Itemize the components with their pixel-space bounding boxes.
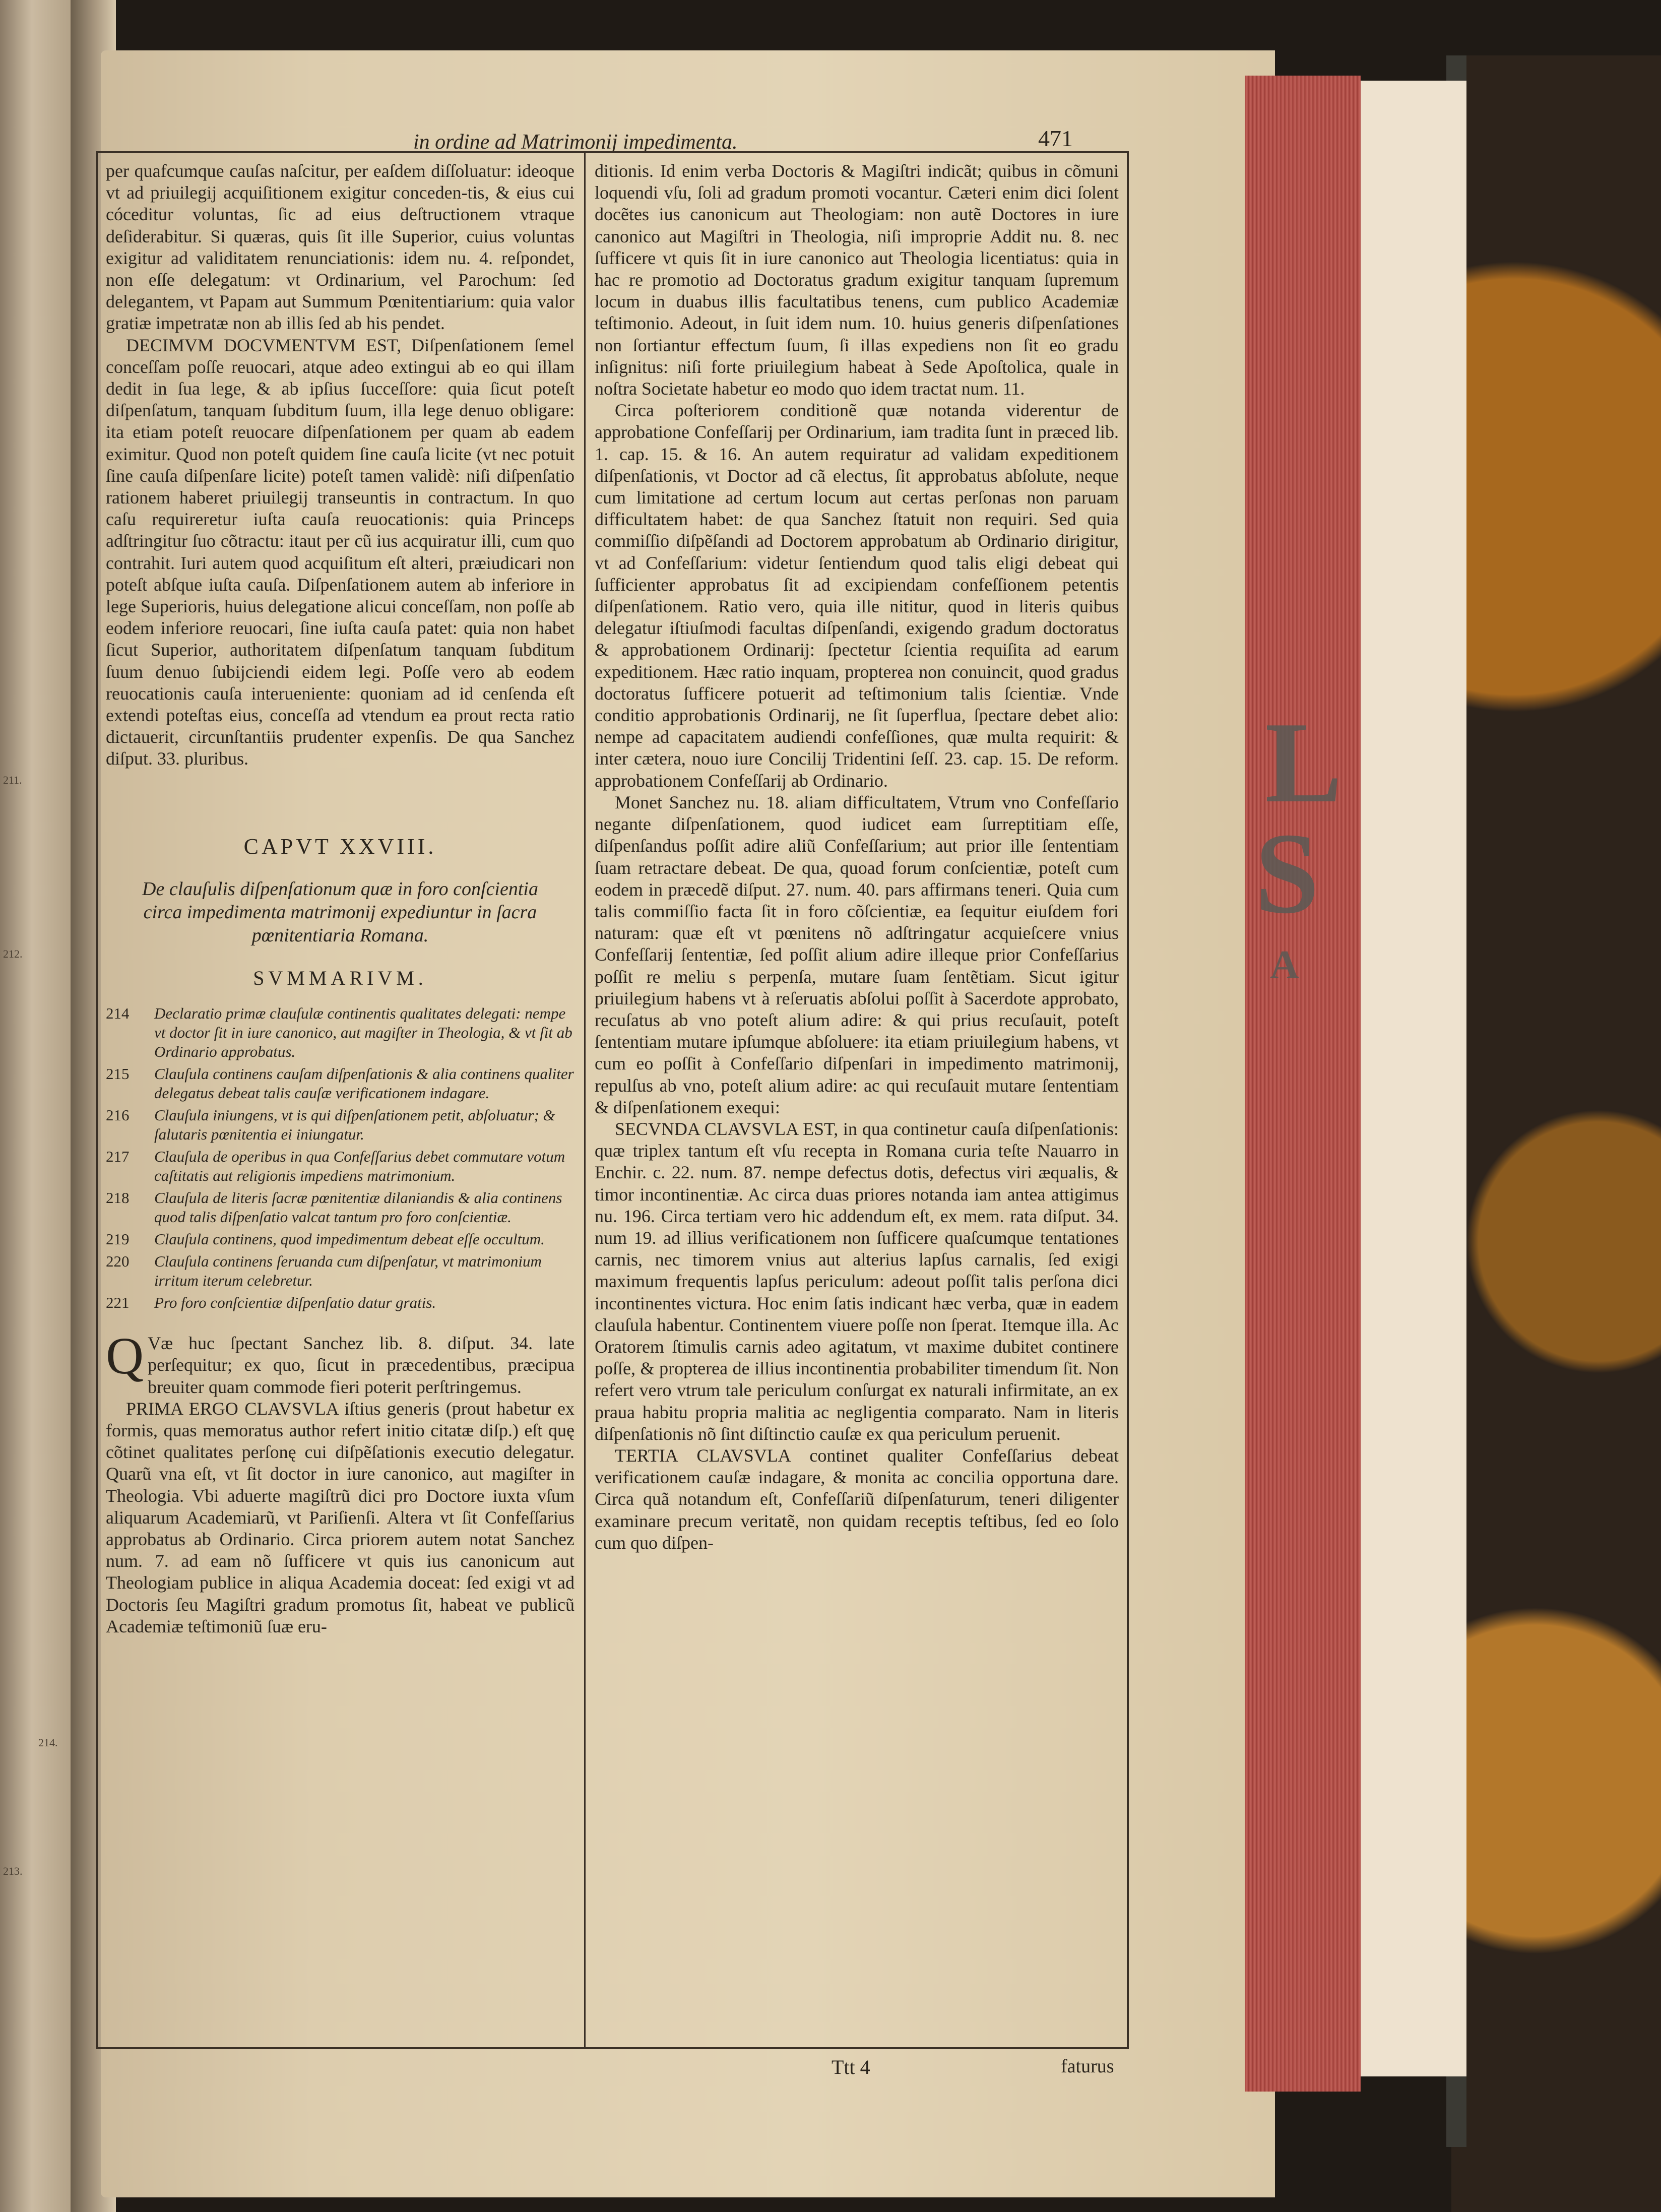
summary-number: 220: [106, 1252, 130, 1271]
running-head: in ordine ad Matrimonij impedimenta.: [413, 131, 738, 154]
summary-text: Declaratio primæ clauſulæ continentis qualitates delegati: nempe vt doctor ſit in iure canonico, aut magiſter in Theologia, & vt ſit ab Ordinario approbatus.: [154, 1004, 572, 1061]
summary-number: 215: [106, 1065, 130, 1083]
summarium-heading: SVMMARIVM.: [253, 966, 427, 989]
summary-text: Clauſula de operibus in qua Confeſſarius debet commutare votum caſtitatis aut religionis impediens matrimonium.: [154, 1148, 565, 1185]
margin-number: 212.: [3, 947, 23, 960]
margin-number: 213.: [3, 1865, 23, 1877]
summary-number: 219: [106, 1230, 130, 1248]
bleed-through-letter: L: [1265, 698, 1343, 827]
left-column: [106, 160, 574, 1637]
summary-text: Clauſula continens ſeruanda cum diſpenſatur, vt matrimonium irritum iterum celebretur.: [154, 1252, 542, 1290]
folio-number: 471: [1038, 125, 1073, 151]
facing-page-edge: [0, 0, 71, 2212]
paragraph: DECIMVM DOCVMENTVM EST, Diſpenſationem ſemel conceſſam poſſe reuocari, atque adeo extingui ab eo qui illam dedit in ſua lege, & ab ipſius ſucceſſore: quia ſicut poteſt diſpenſatum, tanquam ſubditum ſuum, illa lege denuo obligare: ita etiam poteſt reuocare diſpenſationem per quam ab eadem eximitur. Quod non poteſt quidem ſine cauſa licite (vt nec potuit ſine cauſa diſpenſare licite) poteſt tamen validè: niſi diſpenſatio rationem haberet priuilegij transeuntis in contractum. In quo caſu requireretur iuſta cauſa reuocationis: quia Princeps adſtringitur ſuo cõtractu: itaut per cũ ius acquiratur illi, cum quo contrahit. Iuri autem quod acquiſitum eſt alteri, præiudicari non poteſt abſque iuſta cauſa. Diſpenſationem autem ab inferiore in lege Superioris, huius delegatione alicui conceſſam, non poſſe ab eodem inferiore reuocari, ſine iuſta cauſa patet: quia non habet ſicut Superior, authoritatem diſpenſatum tanquam ſubditum ſuum denuo ſubijciendi eidem legi. Poſſe vero ab eodem reuocationis cauſa interueniente: quoniam ad id cenſenda eſt extendi poteſtas eius, conceſſa ad vtendum ea prout recta ratio dictauerit, circunſtantiis prudenter expenſis. De qua Sanchez diſput. 33. pluribus.: [106, 335, 574, 769]
drop-cap: Q: [106, 1327, 144, 1385]
paragraph: SECVNDA CLAVSVLA EST, in qua continetur cauſa diſpenſationis: quæ triplex tantum eſt vſu recepta in Romana curia teſte Nauarro in Enchir. c. 22. num. 87. nempe defectus dotis, defectus viri æqualis, & timor incontinentiæ. Ac circa duas priores notanda iam antea attigimus nu. 196. Circa tertiam vero hic addendum eſt, ex mem. rata diſput. 34. num 19. ad illius verificationem non ſufficere quaſcumque tentationes carnis, nec timorem vnius aut alterius lapſus carnalis, ſed exigi maximum frequentis lapſus periculum: adeout poſſit talis perſona dici incontinentes victura. Hoc enim ſatis indicant hæc verba, quæ in eadem clauſula habentur. Continentem viuere poſſe non ſperat. Itemque illa. Ac Oratorem ſtimulis carnis adeo agitatum, vt maxime dubitet continere poſſe, & propterea de illius incontinentia probabiliter timendum ſit. Non refert vero vtrum tale periculum conſurgat ex naturali infirmitate, an ex praua habitu propria malitia ac negligentia comparato. Nam in literis diſpenſationis nõ ſint diſtinctio cauſæ ex qua periculum peruenit.: [595, 1118, 1119, 1444]
summary-number: 218: [106, 1189, 130, 1207]
summarium-list: [106, 1004, 574, 1312]
frame-rule-bottom: [96, 2047, 1129, 2049]
chapter-title: CAPVT XXVIII.: [243, 834, 437, 859]
summary-item: [106, 1106, 574, 1144]
opening-paragraph: [106, 1327, 574, 1398]
summary-item: [106, 1230, 574, 1249]
summary-number: 217: [106, 1148, 130, 1166]
summary-item: [106, 1147, 574, 1185]
margin-number: 214.: [38, 1736, 58, 1749]
frame-rule-right: [1127, 151, 1129, 2047]
endpaper: [1356, 81, 1466, 2076]
page-edges: [1245, 76, 1361, 2092]
opening-text: Væ huc ſpectant Sanchez lib. 8. diſput. 34. late perſequitur; ex quo, ſicut in præcedentibus, præcipua breuiter quam commode fieri poterit perſtringemus.: [148, 1333, 574, 1397]
signature-mark: Ttt 4: [832, 2056, 870, 2078]
catchword: faturus: [1061, 2056, 1114, 2077]
right-column: [595, 160, 1119, 1554]
summary-item: [106, 1188, 574, 1227]
column-divider: [584, 151, 586, 2047]
paragraph: ditionis. Id enim verba Doctoris & Magiſtri indicãt; quibus in cõmuni loquendi vſu, ſoli ad gradum promoti vocantur. Cæteri enim dici ſolent docẽtes ius canonicum aut Theologiam: non autẽ Doctores in iure canonico aut Magiſtri in Theologia, niſi improprie Addit nu. 8. nec ſufficere vt quis ſit in iure canonico aut Theologia licentiatus: quia in hac re promotio ad Doctoratus gradum exigitur tanquam ſupremum locum in duabus illis facultatibus tenens, cum publico Academiæ teſtimonio. Adeout, in ſuit idem num. 10. huius generis diſpenſationes non ſortiantur effectum ſuum, ſi illas expediens non ſit eo gradu inſignitus: niſi forte priuilegium habeat à Sede Apoſtolica, quale in noſtra Societate habetur eo modo quo idem tractat num. 11.: [595, 161, 1119, 399]
summary-text: Clauſula iniungens, vt is qui diſpenſationem petit, abſoluatur; & ſalutaris pœnitentia ei iniungatur.: [154, 1106, 555, 1144]
bleed-through-letter: S: [1255, 809, 1319, 937]
paragraph: Circa poſteriorem conditionẽ quæ notanda viderentur de approbatione Confeſſarij per Ordinarium, iam tradita ſunt in præced lib. 1. cap. 15. & 16. An autem requiratur ad validam expeditionem diſpenſationis, vt Doctor ad cã electus, ſit approbatus abſolute, neque cum limitatione ad certum locum aut certas perſonas non paruam difficultatem habet: de qua Sanchez ſtatuit non requiri. Sed quia commiſſio diſpẽſandi ad Doctorem approbatum ab Ordinario dirigitur, vt ad Confeſſarium: videtur ſentiendum quod talis eligi debeat qui ſufficienter approbatus ſit ad excipiendam confeſſionem petentis diſpenſationem. Ratio vero, quia ille nititur, quod in literis quibus delegatur iſtiuſmodi facultas diſpenſandi, exigendo gradum doctoratus & approbationem Ordinarij: ſpectetur ſcientia requiſita ad earum expeditionem. Hæc ratio inquam, propterea non conuincit, quod gradus doctoratus ſufficere potuerit ad teſtimonium talis ſcientiæ. Vnde conditio approbationis Ordinarij, ne ſit ſuperflua, ſpectare debet alio: nempe ad capacitatem audiendi confeſſiones, quæ multa requirit: & inter cætera, nouo iure Concilij Tridentini ſeſſ. 23. cap. 15. De reform. approbationem Confeſſarij ab Ordinario.: [595, 400, 1119, 791]
chapter-subtitle: De clauſulis diſpenſationum quæ in foro conſcientia circa impedimenta matrimonij expediuntur in ſacra pœnitentiaria Romana.: [142, 878, 538, 946]
bleed-through-letter: A: [1270, 943, 1299, 987]
summary-item: [106, 1252, 574, 1290]
summary-text: Pro foro conſcientiæ diſpenſatio datur gratis.: [154, 1294, 436, 1312]
paragraph: Monet Sanchez nu. 18. aliam difficultatem, Vtrum vno Confeſſario negante diſpenſationem, quod iudicet eam ſurreptitiam eſſe, diſpenſandus poſſit adire aliũ Confeſſarium; aut prior ille ſententiam ſuam retractare debeat. De qua, quoad forum conſcientiæ, poteſt cum eodem in præcedẽ diſput. 27. num. 40. pars affirmans teneri. Quia cum talis commiſſio facta ſit in foro cõſcientiæ, ea ſequitur eiuſdem fori naturam: quæ eſt vt pœnitens nõ adſtringatur acquieſcere vnius Confeſſarij ſententiæ, ſed poſſit alium adire illeque prior Confeſſarius poſſit re meliu s perpenſa, mutare ſuam ſentẽtiam. Sicut igitur priuilegium habens vt à reſeruatis abſolui poſſit à Sacerdote approbato, recuſatus ab vno poteſt alium adire: & qui prius recuſauit, poteſt ſententiam mutare ipſumque abſoluere: ita etiam priuilegium habens, vt cum eo poſſit à Confeſſario diſpenſari in impedimento matrimonij, repulſus ab vno, poteſt alium adire: ac qui recuſauit mutare ſententiam & diſpenſationem exequi:: [595, 792, 1119, 1117]
summary-text: Clauſula continens cauſam diſpenſationis & alia continens qualiter delegatus debeat talis cauſæ verificationem indagare.: [154, 1065, 574, 1102]
summary-item: [106, 1293, 574, 1312]
paragraph: PRIMA ERGO CLAVSVLA iſtius generis (prout habetur ex formis, quas memoratus author refert initio citatæ diſp.) eſt quę cõtinet qualitates perſonę cui diſpẽſationis executio delegatur. Quarũ vna eſt, vt ſit doctor in iure canonico, aut magiſter in Theologia. Vbi aduerte magiſtrũ dici pro Doctore iuxta vſum aliquarum Academiarũ, vt Pariſienſi. Altera vt ſit Confeſſarius approbatus ab Ordinario. Circa priorem autem notat Sanchez num. 7. ad eam nõ ſufficere vt quis ius canonicum aut Theologiam publice in aliqua Academia doceat: ſed exigi vt ad Doctoris ſeu Magiſtri gradum promotus ſit, habeat ve publicũ Academiæ teſtimoniũ ſuæ eru-: [106, 1398, 574, 1636]
paragraph: TERTIA CLAVSVLA continet qualiter Confeſſarius debeat verificationem cauſæ indagare, & monita ac concilia opportuna dare. Circa quã notandum eſt, Confeſſariũ diſpenſaturum, teneri diligenter examinare precum veritatẽ, non quidam receptis teſtibus, ſed eo ſolo cum quo diſpen-: [595, 1445, 1119, 1553]
frame-rule-top: [96, 151, 1129, 153]
summary-text: Clauſula de literis ſacræ pœnitentiæ dilaniandis & alia continens quod talis diſpenſatio valcat tantum pro foro conſcientiæ.: [154, 1189, 562, 1226]
summary-item: [106, 1004, 574, 1061]
summary-number: 221: [106, 1294, 130, 1312]
summary-item: [106, 1064, 574, 1103]
book-cover: [1451, 55, 1661, 2212]
summary-number: 214: [106, 1004, 130, 1023]
paragraph: per quafcumque cauſas naſcitur, per eaſdem diſſoluatur: ideoque vt ad priuilegij acquiſitionem exigitur conceden-tis, & eius cui cóceditur voluntas, ſic ad eius deſtructionem vtraque deſiderabitur. Si quæras, quis ſit ille Superior, cuius voluntas exigitur ad validitatem renunciationis: idem nu. 4. reſpondet, non eſſe delegatum: vt Ordinarium, vel Parochum: ſed delegantem, vt Papam aut Summum Pœnitentiarium: quia valor gratiæ impetratæ non ab illis ſed ab his pendet.: [106, 161, 574, 334]
summary-number: 216: [106, 1106, 130, 1124]
margin-number: 211.: [3, 774, 22, 786]
frame-rule-left: [96, 151, 98, 2047]
summary-text: Clauſula continens, quod impedimentum debeat eſſe occultum.: [154, 1230, 545, 1248]
